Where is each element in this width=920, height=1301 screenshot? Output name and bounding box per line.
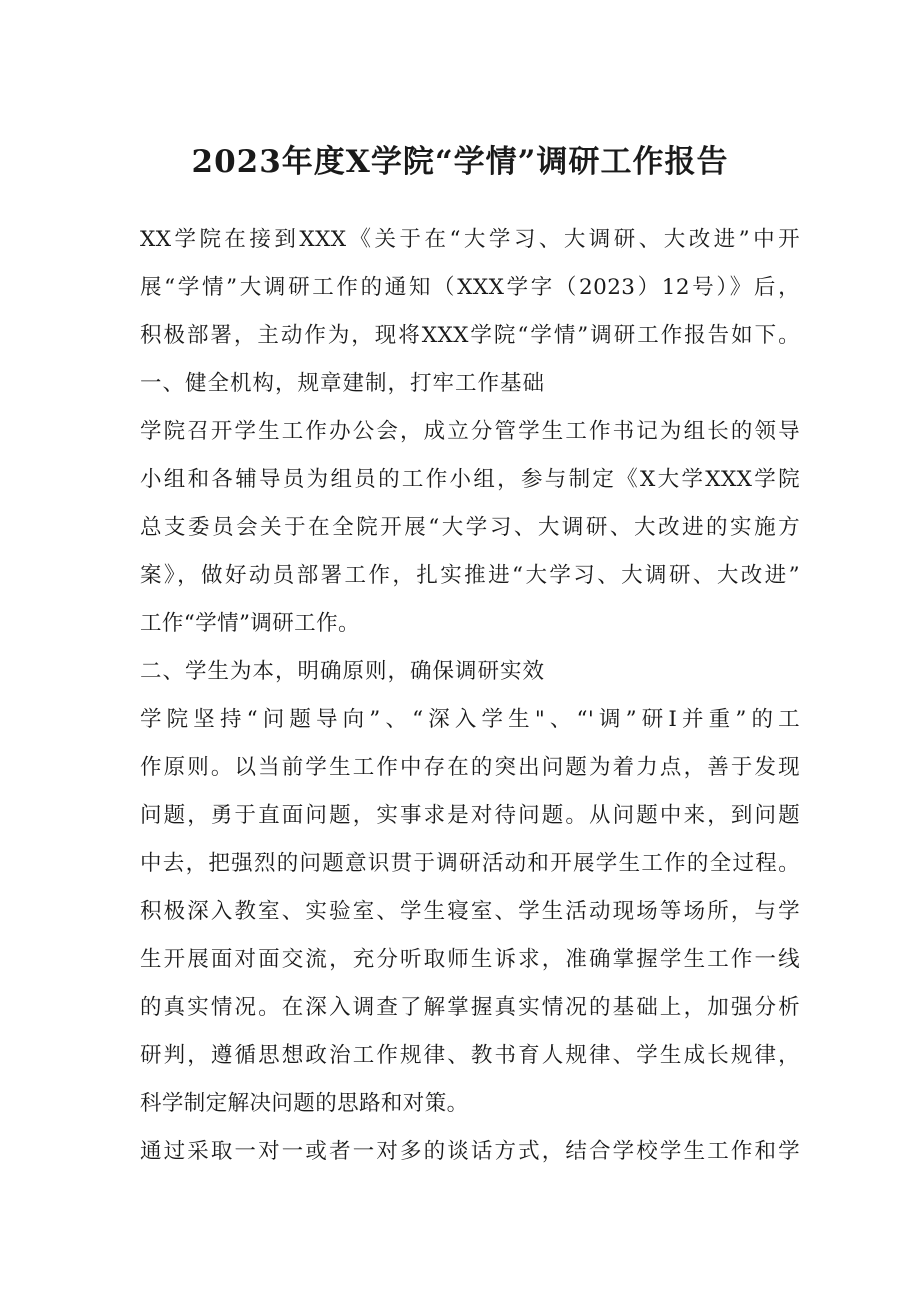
- paragraph-line: 总支委员会关于在全院开展“大学习、大调研、大改进的实施方: [140, 515, 800, 540]
- section-heading: 一、健全机构，规章建制，打牢工作基础: [140, 371, 546, 396]
- paragraph-line: 作原则。以当前学生工作中存在的突出问题为着力点，善于发现: [140, 755, 800, 780]
- paragraph-line: 中去，把强烈的问题意识贯于调研活动和开展学生工作的全过程。: [140, 851, 800, 876]
- paragraph-line: 学院召开学生工作办公会，成立分管学生工作书记为组长的领导: [140, 419, 800, 444]
- paragraph-line: 问题，勇于直面问题，实事求是对待问题。从问题中来，到问题: [140, 803, 800, 828]
- paragraph-line: 研判，遵循思想政治工作规律、教书育人规律、学生成长规律，: [140, 1043, 800, 1068]
- paragraph-line: 积极深入教室、实验室、学生寝室、学生活动现场等场所，与学: [140, 899, 800, 924]
- paragraph-line: 科学制定解决问题的思路和对策。: [140, 1091, 469, 1116]
- paragraph-line: 学院坚持“问题导向”、“深入学生"、“'调”研I并重”的工: [140, 707, 800, 732]
- paragraph-line: 通过采取一对一或者一对多的谈话方式，结合学校学生工作和学: [140, 1139, 800, 1164]
- section-heading: 二、学生为本，明确原则，确保调研实效: [140, 659, 546, 684]
- paragraph-line: XX学院在接到XXX《关于在“大学习、大调研、大改进”中开: [140, 227, 800, 252]
- document-body: [140, 216, 800, 1176]
- paragraph-line: 积极部署，主动作为，现将XXX学院“学情”调研工作报告如下。: [140, 323, 800, 348]
- paragraph-line: 工作“学情”调研工作。: [140, 611, 360, 636]
- paragraph-line: 的真实情况。在深入调查了解掌握真实情况的基础上，加强分析: [140, 995, 800, 1020]
- paragraph-line: 小组和各辅导员为组员的工作小组，参与制定《X大学XXX学院: [140, 467, 800, 492]
- paragraph-line: 案》，做好动员部署工作，扎实推进“大学习、大调研、大改进”: [140, 563, 800, 588]
- paragraph-line: 展“学情”大调研工作的通知（XXX学字（2023）12号）》后，: [140, 275, 800, 300]
- document-title: 2023年度X学院“学情”调研工作报告: [191, 144, 729, 180]
- paragraph-line: 生开展面对面交流，充分听取师生诉求，准确掌握学生工作一线: [140, 947, 800, 972]
